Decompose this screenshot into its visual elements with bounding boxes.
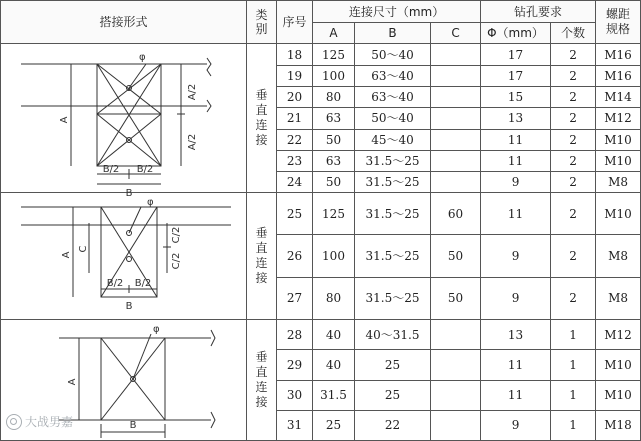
header-col-a: A [313, 23, 355, 44]
bolt-spec-cell: M10 [596, 350, 641, 380]
dim-c-cell: 60 [431, 193, 481, 235]
seq-cell: 23 [277, 150, 313, 171]
hole-count-cell: 1 [551, 410, 596, 440]
category-cell [247, 320, 277, 441]
hole-count-cell: 2 [551, 129, 596, 150]
hole-count-cell: 2 [551, 150, 596, 171]
hole-diameter-cell: 11 [481, 129, 551, 150]
dim-a-cell: 80 [313, 87, 355, 108]
dim-a-cell: 40 [313, 350, 355, 380]
bolt-spec-cell: M18 [596, 410, 641, 440]
hole-diameter-cell: 13 [481, 320, 551, 350]
table-row [1, 193, 641, 235]
seq-cell: 28 [277, 320, 313, 350]
dim-c-cell [431, 66, 481, 87]
hole-count-cell: 2 [551, 235, 596, 277]
dim-a-cell: 40 [313, 320, 355, 350]
dim-b-cell: 25 [355, 350, 431, 380]
bolt-spec-cell: M12 [596, 108, 641, 129]
hole-count-cell: 2 [551, 66, 596, 87]
hole-count-cell: 2 [551, 108, 596, 129]
dim-a-cell: 25 [313, 410, 355, 440]
header-holes: 钻孔要求 [481, 1, 596, 23]
dim-c-cell [431, 150, 481, 171]
dim-b-cell: 31.5～25 [355, 150, 431, 171]
seq-cell: 29 [277, 350, 313, 380]
hole-diameter-cell: 17 [481, 44, 551, 66]
dim-b-cell: 22 [355, 410, 431, 440]
seq-cell: 30 [277, 380, 313, 410]
bolt-spec-cell: M10 [596, 380, 641, 410]
seq-cell: 27 [277, 277, 313, 319]
diagram-label-b: B [125, 301, 133, 312]
seq-cell: 21 [277, 108, 313, 129]
dim-a-cell: 125 [313, 193, 355, 235]
seq-cell: 22 [277, 129, 313, 150]
bolt-spec-cell: M16 [596, 44, 641, 66]
diagram-label-a: A [59, 116, 70, 124]
seq-cell: 19 [277, 66, 313, 87]
category-cell [247, 193, 277, 320]
hole-count-cell: 2 [551, 44, 596, 66]
hole-count-cell: 1 [551, 320, 596, 350]
hole-diameter-cell: 9 [481, 277, 551, 319]
diagram-label-c: C [78, 245, 89, 253]
diagram-label-a: A [67, 378, 78, 386]
hole-count-cell: 1 [551, 380, 596, 410]
diagram-label-c-half-bottom: C/2 [171, 252, 182, 270]
diagram-label-b-half-left: B/2 [106, 278, 124, 289]
diagram-label-phi: φ [147, 197, 154, 208]
bolt-spec-cell: M16 [596, 66, 641, 87]
watermark-logo-icon [6, 414, 22, 430]
bolt-spec-cell: M8 [596, 235, 641, 277]
hole-count-cell: 2 [551, 171, 596, 192]
hole-diameter-cell: 9 [481, 171, 551, 192]
header-category-text: 类别 [255, 8, 268, 36]
table-row [1, 44, 641, 66]
diagram-label-c-half-top: C/2 [171, 226, 182, 244]
dim-b-cell: 31.5～25 [355, 193, 431, 235]
hole-diameter-cell: 9 [481, 410, 551, 440]
header-category [247, 1, 277, 44]
hole-diameter-cell: 13 [481, 108, 551, 129]
header-seq: 序号 [277, 1, 313, 44]
dim-c-cell [431, 108, 481, 129]
header-col-b: B [355, 23, 431, 44]
bolt-spec-cell: M14 [596, 87, 641, 108]
seq-cell: 24 [277, 171, 313, 192]
dim-c-cell [431, 171, 481, 192]
hole-diameter-cell: 9 [481, 235, 551, 277]
dim-b-cell: 31.5～25 [355, 277, 431, 319]
dim-c-cell [431, 350, 481, 380]
dim-b-cell: 31.5～25 [355, 235, 431, 277]
dim-a-cell: 80 [313, 277, 355, 319]
category-text: 垂直连接 [255, 88, 268, 147]
header-bolt [596, 1, 641, 44]
diagram-label-b: B [125, 188, 133, 199]
dim-a-cell: 63 [313, 150, 355, 171]
dim-c-cell [431, 380, 481, 410]
seq-cell: 20 [277, 87, 313, 108]
header-form: 搭接形式 [1, 1, 247, 44]
bolt-spec-cell: M10 [596, 193, 641, 235]
bolt-spec-cell: M8 [596, 277, 641, 319]
dim-c-cell [431, 44, 481, 66]
dim-b-cell: 50～40 [355, 44, 431, 66]
bolt-spec-cell: M10 [596, 150, 641, 171]
dim-a-cell: 63 [313, 108, 355, 129]
hole-count-cell: 2 [551, 277, 596, 319]
dim-b-cell: 50～40 [355, 108, 431, 129]
dim-b-cell: 63～40 [355, 66, 431, 87]
diagram-label-b-half-right: B/2 [136, 164, 154, 175]
dim-a-cell: 100 [313, 235, 355, 277]
hole-diameter-cell: 17 [481, 66, 551, 87]
category-text: 垂直连接 [255, 226, 268, 285]
dim-b-cell: 45～40 [355, 129, 431, 150]
dim-c-cell [431, 410, 481, 440]
seq-cell: 18 [277, 44, 313, 66]
diagram-cell-2 [1, 193, 247, 320]
category-text: 垂直连接 [255, 350, 268, 409]
header-col-count: 个数 [551, 23, 596, 44]
watermark-text: 大战男嘉 [25, 415, 74, 429]
hole-diameter-cell: 11 [481, 380, 551, 410]
dim-a-cell: 50 [313, 129, 355, 150]
diagram-label-b-half-left: B/2 [102, 164, 120, 175]
dim-b-cell: 31.5～25 [355, 171, 431, 192]
diagram-label-b: B [129, 420, 137, 431]
hole-diameter-cell: 15 [481, 87, 551, 108]
dim-a-cell: 100 [313, 66, 355, 87]
hole-diameter-cell: 11 [481, 350, 551, 380]
header-col-phi: Φ（mm） [481, 23, 551, 44]
joint-diagram-2 [1, 193, 247, 319]
hole-diameter-cell: 11 [481, 193, 551, 235]
hole-count-cell: 1 [551, 350, 596, 380]
seq-cell: 31 [277, 410, 313, 440]
hole-count-cell: 2 [551, 193, 596, 235]
bolt-spec-cell: M12 [596, 320, 641, 350]
diagram-cell-1 [1, 44, 247, 199]
table-body [1, 44, 641, 441]
diagram-label-phi: φ [153, 324, 160, 335]
header-col-c: C [431, 23, 481, 44]
diagram-label-phi: φ [139, 52, 146, 63]
watermark [6, 413, 73, 430]
dim-c-cell [431, 129, 481, 150]
dim-b-cell: 63～40 [355, 87, 431, 108]
hole-count-cell: 2 [551, 87, 596, 108]
diagram-label-a: A [61, 251, 72, 259]
header-dims: 连接尺寸（mm） [313, 1, 481, 23]
dim-b-cell: 40～31.5 [355, 320, 431, 350]
diagram-label-a-half-top: A/2 [187, 83, 198, 101]
diagram-label-a-half-bottom: A/2 [187, 133, 198, 151]
dim-c-cell [431, 320, 481, 350]
seq-cell: 25 [277, 193, 313, 235]
dim-c-cell: 50 [431, 277, 481, 319]
seq-cell: 26 [277, 235, 313, 277]
dim-a-cell: 31.5 [313, 380, 355, 410]
dim-c-cell: 50 [431, 235, 481, 277]
dim-c-cell [431, 87, 481, 108]
hole-diameter-cell: 11 [481, 150, 551, 171]
joint-diagram-1 [1, 44, 247, 199]
dim-a-cell: 125 [313, 44, 355, 66]
diagram-label-b-half-right: B/2 [134, 278, 152, 289]
header-bolt-text: 螺距规格 [606, 7, 631, 36]
bolt-spec-cell: M8 [596, 171, 641, 192]
table-row [1, 320, 641, 350]
dim-b-cell: 25 [355, 380, 431, 410]
category-cell [247, 44, 277, 193]
dim-a-cell: 50 [313, 171, 355, 192]
bolt-spec-cell: M10 [596, 129, 641, 150]
